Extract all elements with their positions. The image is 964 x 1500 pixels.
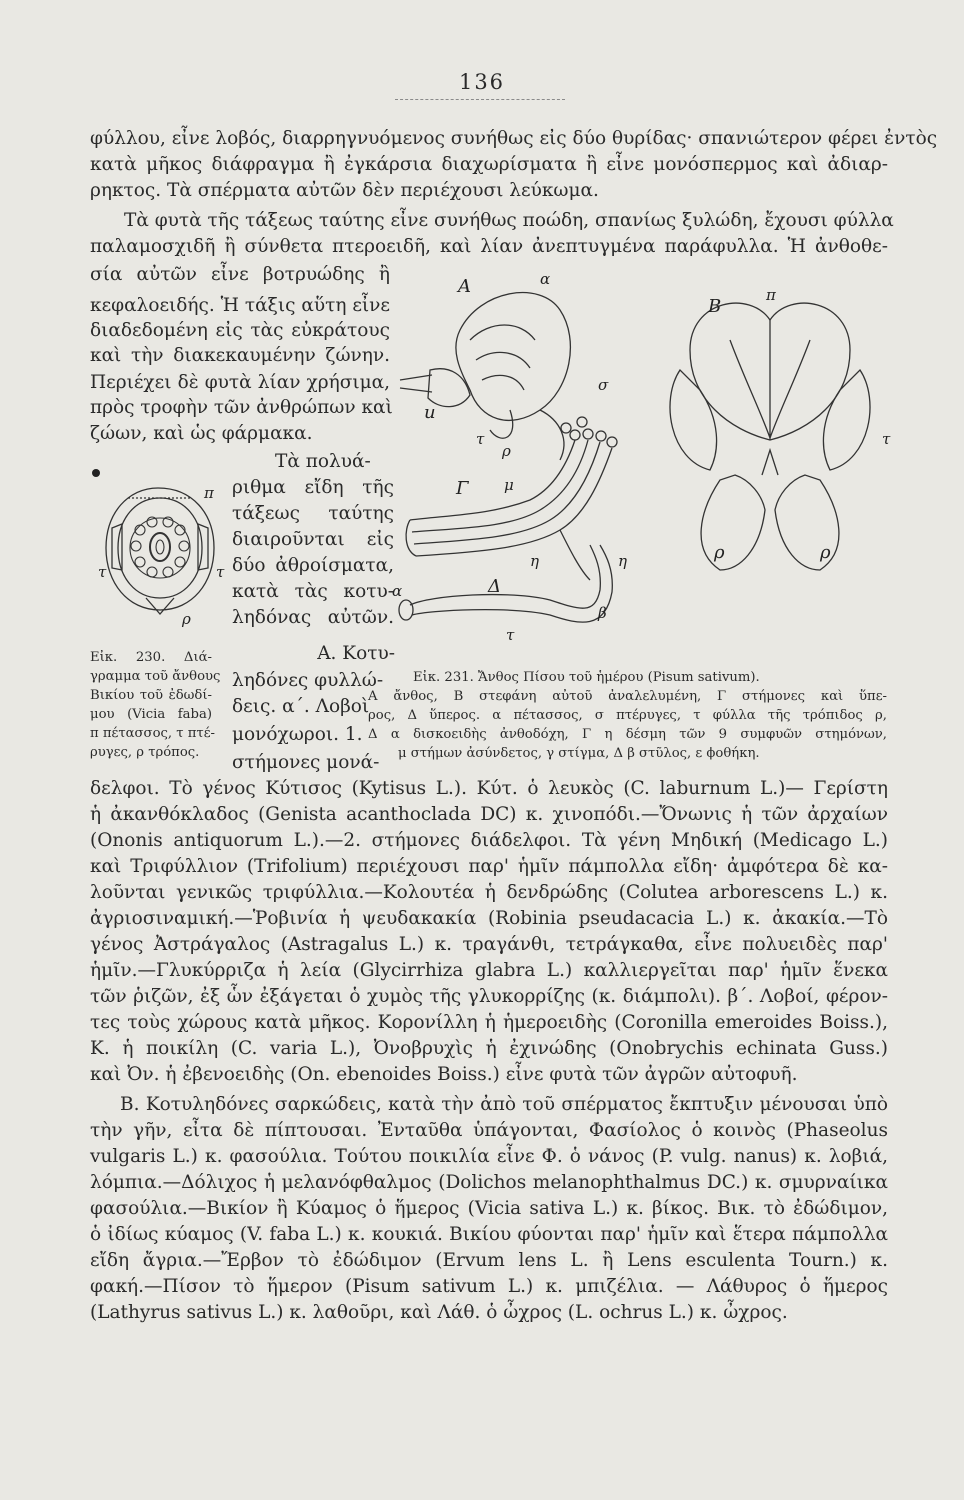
- label-B: B: [708, 296, 722, 317]
- caption-line: μ στήμων ἀσύνδετος, γ στίγμα, Δ β στῦλος, ε ϕοθήκη.: [398, 746, 760, 761]
- body-line: κατὰ μῆκος διάφραγμα ἢ ἐγκάρσια διαχωρίσματα ἢ εἶνε μονόσπερμος καὶ ἀδιαρ-: [90, 154, 888, 175]
- caption-line: Δ α δισκοειδὴς ἀνθοδόχη, Γ η δέσμη τῶν 9 συμφυῶν στημόνων,: [368, 727, 887, 742]
- caption-line: ρυγες, ρ τρόπος.: [90, 745, 200, 760]
- label-alpha: α: [540, 270, 551, 288]
- body-line: φασούλια.—Βικίον ἢ Κύαμος ὁ ἥμερος (Vicia sativa L.) κ. βίκος. Βικ. τὸ ἐδώδιμον,: [90, 1198, 888, 1219]
- label-eta2: η: [618, 552, 627, 570]
- caption-line: Α ἄνθος, Β στεφάνη αὐτοῦ ἀναλελυμένη, Γ στήμονες καὶ ὕπε-: [368, 689, 887, 704]
- body-line: Περιέχει δὲ φυτὰ λίαν χρήσιμα,: [90, 372, 390, 393]
- label-rho-small: ρ: [502, 442, 511, 460]
- page-number: 136: [458, 70, 506, 94]
- label-u: u: [424, 402, 436, 423]
- body-line: δελφοι. Τὸ γένος Κύτισος (Kytisus L.). Κύτ. ὁ λευκὸς (C. laburnum L.)— Γερίστη: [90, 778, 888, 799]
- caption-line: γραμμα τοῦ ἄνθους: [90, 669, 221, 684]
- label-tau-left: τ: [98, 563, 107, 581]
- body-line: τάξεως ταύτης: [232, 503, 394, 524]
- caption-line: Εἰκ. 230. Διά-: [90, 650, 212, 665]
- body-line: λοῦνται γενικῶς τριφύλλια.—Κολουτέα ἡ δενδρώδης (Colutea arborescens L.) κ.: [90, 882, 888, 903]
- body-line: Τὰ φυτὰ τῆς τάξεως ταύτης εἶνε συνήθως ποώδη, σπανίως ξυλώδη, ἔχουσι φύλλα: [124, 210, 894, 231]
- body-line: ζώων, καὶ ὡς φάρμακα.: [90, 423, 313, 444]
- body-line: (Ononis antiquorum L.).—2. στήμονες διάδελφοι. Τὰ γένη Μηδική (Medicago L.): [90, 830, 888, 851]
- label-tau-bottom: τ: [506, 626, 515, 644]
- label-tau-right: τ: [882, 430, 891, 448]
- label-eta1: η: [530, 552, 539, 570]
- body-line: καὶ Ὀν. ἡ ἐβενοειδὴς (On. ebenoides Boiss.) εἶνε φυτὰ τῶν ἀγρῶν αὐτοφυῆ.: [90, 1064, 798, 1085]
- caption-line: Βικίου τοῦ ἐδωδί-: [90, 688, 212, 703]
- body-line: Τὰ πολυά-: [275, 451, 371, 472]
- body-line: (Lathyrus sativus L.) κ. λαθοῦρι, καὶ Λάθ. ὁ ὦχρος (L. ochrus L.) κ. ὦχρος.: [90, 1302, 788, 1323]
- page-number-rule: [395, 99, 565, 100]
- floral-diagram: [88, 458, 238, 638]
- body-line: παλαμοσχιδῆ ἢ σύνθετα πτεροειδῆ, καὶ λίαν ἀνεπτυγμένα παράφυλλα. Ἡ ἀνθοθε-: [90, 236, 888, 257]
- body-line: μονόχωροι. 1.: [232, 724, 363, 745]
- label-mu: μ: [504, 476, 514, 494]
- label-tau-small: τ: [476, 430, 485, 448]
- body-line: καὶ τὴν διακεκαυμένην ζώνην.: [90, 345, 390, 366]
- body-line: κεφαλοειδής. Ἡ τάξις αὕτη εἶνε: [90, 295, 390, 316]
- label-rho: ρ: [182, 610, 191, 628]
- label-sigma: σ: [598, 376, 609, 394]
- body-line: διαδεδομένη εἰς τὰς εὐκράτους: [90, 320, 390, 341]
- figure-230: [88, 458, 238, 638]
- body-line: ληδόνες φυλλώ-: [232, 670, 384, 691]
- body-line: τῶν ῥιζῶν, ἐξ ὧν ἐξάγεται ὁ χυμὸς τῆς γλυκορρίζης (κ. διάμπολι). β΄. Λοβοί, φέρον-: [90, 986, 888, 1007]
- body-line: ἀγριοσιναμική.—Ῥοβινία ἡ ψευδακακία (Robinia pseudacacia L.) κ. ἀκακία.—Τὸ: [90, 908, 888, 929]
- label-Delta: Δ: [488, 576, 501, 597]
- body-line: κατὰ τὰς κοτυ-: [232, 581, 394, 602]
- body-line: Α. Κοτυ-: [317, 643, 395, 664]
- pea-flower-illustration: [390, 270, 910, 665]
- label-rho-right: ρ: [820, 542, 831, 563]
- label-pi: π: [204, 484, 214, 502]
- caption-line: ρος, Δ ὕπερος. α πέτασσος, σ πτέρυγες, τ φύλλα τῆς τρόπιδος ρ,: [368, 708, 887, 723]
- body-line: Β. Κοτυληδόνες σαρκώδεις, κατὰ τὴν ἀπὸ τοῦ σπέρματος ἔκπτυξιν μένουσαι ὑπὸ: [120, 1094, 888, 1115]
- body-line: ληδόνας αὐτῶν.: [232, 607, 394, 628]
- figure-231: [390, 270, 910, 665]
- body-line: στήμονες μονά-: [232, 752, 380, 773]
- body-line: ὁ ἰδίως κύαμος (V. faba L.) κ. κουκιά. Βικίου φύονται παρ' ἡμῖν καὶ ἕτερα πάμπολλα: [90, 1224, 888, 1245]
- body-line: Κ. ἡ ποικίλη (C. varia L.), Ὀνοβρυχὶς ἡ ἐχινώδης (Onobrychis echinata Guss.): [90, 1038, 888, 1059]
- label-Gamma: Γ: [456, 478, 469, 499]
- body-line: vulgaris L.) κ. φασούλια. Τούτου ποικιλία εἶνε Φ. ὁ νάνος (P. vulg. nanus) κ. λοβιά,: [90, 1146, 888, 1167]
- body-line: ἡ ἀκανθόκλαδος (Genista acanthoclada DC) κ. χινοπόδι.—Ὄνωνις ἡ τῶν ἀρχαίων: [90, 804, 888, 825]
- label-pi: π: [766, 286, 776, 304]
- body-line: ἡμῖν.—Γλυκύρριζα ἡ λεία (Glycirrhiza glabra L.) καλλιεργεῖται παρ' ἡμῖν ἕνεκα: [90, 960, 888, 981]
- body-line: εἴδη ἄγρια.—Ἔρβον τὸ ἐδώδιμον (Ervum lens L. ἢ Lens esculenta Tourn.) κ.: [90, 1250, 888, 1271]
- body-line: φακή.—Πίσον τὸ ἥμερον (Pisum sativum L.) κ. μπιζέλια. — Λάθυρος ὁ ἥμερος: [90, 1276, 888, 1297]
- body-line: ρηκτος. Τὰ σπέρματα αὐτῶν δὲν περιέχουσι λεύκωμα.: [90, 180, 599, 201]
- body-line: διαιροῦνται εἰς: [232, 529, 394, 550]
- body-line: πρὸς τροφὴν τῶν ἀνθρώπων καὶ: [90, 397, 393, 418]
- body-line: δύο ἀθροίσματα,: [232, 555, 394, 576]
- label-rho-left: ρ: [714, 542, 725, 563]
- body-line: γένος Ἀστράγαλος (Astragalus L.) κ. τραγάνθι, τετράγκαθα, εἶνε πολυειδὲς παρ': [90, 934, 888, 955]
- label-beta: β: [598, 604, 607, 622]
- body-line: καὶ Τριφύλλιον (Trifolium) περιέχουσι παρ' ἡμῖν πάμπολλα εἴδη· ἀμφότερα δὲ κα-: [90, 856, 888, 877]
- label-A: A: [458, 276, 471, 297]
- caption-line: μου (Vicia faba): [90, 707, 212, 722]
- body-line: σία αὐτῶν εἶνε βοτρυώδης ἢ: [90, 264, 390, 285]
- body-line: τες τοὺς χώρους κατὰ μῆκος. Κορονίλλη ἡ ἡμεροειδὴς (Coronilla emeroides Boiss.),: [90, 1012, 888, 1033]
- body-line: φύλλου, εἶνε λοβός, διαρρηγνυόμενος συνήθως εἰς δύο θυρίδας· σπανιώτερον φέρει ἐντὸς: [90, 128, 938, 149]
- body-line: δεις. α΄. Λοβοὶ: [232, 696, 370, 717]
- body-line: ριθμα εἴδη τῆς: [232, 477, 394, 498]
- label-alpha2: α: [392, 582, 403, 600]
- body-line: τὴν γῆν, εἶτα δὲ πίπτουσαι. Ἐνταῦθα ὑπάγονται, Φασίολος ὁ κοινὸς (Phaseolus: [90, 1120, 888, 1141]
- body-line: λόμπια.—Δόλιχος ἡ μελανόφθαλμος (Dolichos melanophthalmus DC.) κ. σμυρναίικα: [90, 1172, 888, 1193]
- caption-line: Εἰκ. 231. Ἄνθος Πίσου τοῦ ἡμέρου (Pisum sativum).: [413, 670, 760, 685]
- label-tau-right: τ: [216, 563, 225, 581]
- caption-line: π πέτασσος, τ πτέ-: [90, 726, 216, 741]
